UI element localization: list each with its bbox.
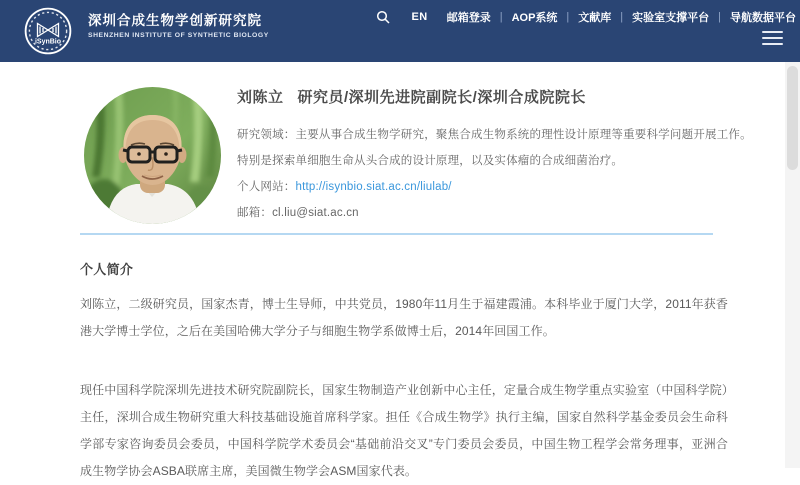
logo-wordmark: iSynBio <box>34 38 62 46</box>
section-divider <box>80 233 713 235</box>
language-toggle[interactable]: EN <box>411 10 428 23</box>
bio-section-title: 个人简介 <box>80 262 134 277</box>
nav-link-lab-support-platform[interactable]: 实验室支撑平台 <box>632 11 710 24</box>
site-subtitle: SHENZHEN INSTITUTE OF SYNTHETIC BIOLOGY <box>88 31 269 39</box>
email-value: cl.liu@siat.ac.cn <box>272 207 359 219</box>
menu-hamburger-icon[interactable] <box>762 31 783 46</box>
nav-link-nav-data-platform[interactable]: 导航数据平台 <box>730 11 796 24</box>
scrollbar-track[interactable] <box>785 62 800 468</box>
dna-icon <box>38 24 59 37</box>
top-nav <box>376 9 796 24</box>
bio-paragraph-2: 现任中国科学院深圳先进技术研究院副院长，国家生物制造产业创新中心主任，定量合成生物学重点实验室（中国科学院）主任，深圳合成生物研究重大科技基础设施首席科学家。担任《合成生物学》执行主编，国家自然科学基金委员会生命科学部专家咨询委员会委员，中国科学院学术委员会“基础前沿交叉”专门委员会委员，中国生物工程学会常务理事，亚洲合成生物学协会ASBA联席主席，美国微生物学会ASM国家代表。 <box>80 383 728 478</box>
profile-name-line <box>237 86 737 108</box>
site-title: 深圳合成生物学创新研究院 <box>88 13 262 28</box>
email-line <box>237 200 737 226</box>
scrollbar-thumb[interactable] <box>787 66 798 170</box>
research-field-line-1: 研究领域：主要从事合成生物学研究，聚焦合成生物系统的理性设计原理等重要科学问题开展工作。 <box>237 129 752 141</box>
email-label: 邮箱： <box>237 207 273 219</box>
person-name: 刘陈立 <box>237 89 284 106</box>
nav-link-aop-system[interactable]: AOP系统 <box>511 11 558 24</box>
research-field-line-2: 特别是探索单细胞生命从头合成的设计原理，以及实体瘤的合成细菌治疗。 <box>237 155 624 167</box>
institute-logo[interactable] <box>24 7 72 55</box>
website-line <box>237 174 737 200</box>
profile-photo <box>84 87 221 224</box>
person-titles: 研究员/深圳先进院副院长/深圳合成院院长 <box>297 89 586 106</box>
nav-separator: | <box>566 10 570 23</box>
nav-separator: | <box>620 10 624 23</box>
nav-separator: | <box>718 10 721 23</box>
bio-paragraph-1: 刘陈立，二级研究员，国家杰青，博士生导师，中共党员，1980年11月生于福建霞浦。本科毕业于厦门大学，2011年获香港大学博士学位，之后在美国哈佛大学分子与细胞生物学系做博士后，2014年回国工作。 <box>80 297 728 338</box>
bio-section <box>80 259 728 485</box>
personal-website-link[interactable]: http://isynbio.siat.ac.cn/liulab/ <box>295 181 452 193</box>
profile-info <box>237 86 752 226</box>
isynbio-seal-icon <box>24 7 72 55</box>
nav-separator: | <box>499 10 503 23</box>
nav-link-literature-库[interactable]: 文献库 <box>578 11 612 24</box>
search-icon[interactable] <box>376 10 390 24</box>
nav-link-mail-login[interactable]: 邮箱登录 <box>446 11 491 24</box>
site-title-block <box>88 14 269 39</box>
site-header <box>0 0 800 62</box>
website-label: 个人网站： <box>237 181 296 193</box>
